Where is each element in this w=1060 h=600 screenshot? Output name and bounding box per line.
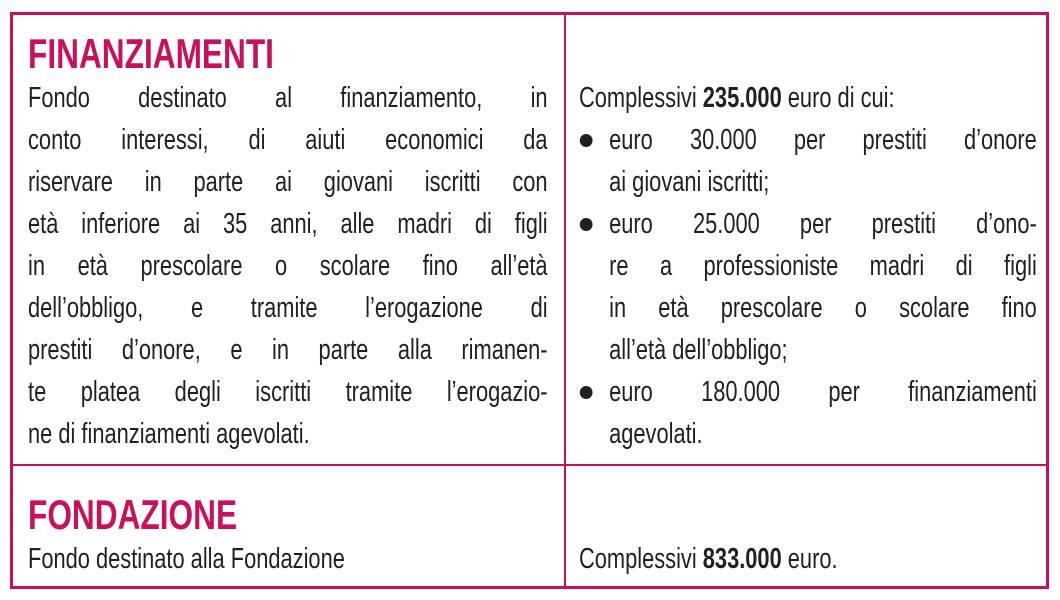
cell-finanziamenti-amounts bbox=[566, 15, 1046, 464]
text-line: conto interessi, di aiuti economici da bbox=[28, 124, 548, 156]
cell-fondazione-amount bbox=[566, 466, 1046, 586]
amount-intro-line bbox=[579, 77, 1037, 119]
section-heading-fondazione: FONDAZIONE bbox=[28, 491, 238, 538]
text-line: ai giovani iscritti; bbox=[609, 166, 770, 198]
text-line: euro 30.000 per prestiti d’onore bbox=[609, 124, 1037, 156]
total-amount: 833.000 bbox=[702, 543, 782, 575]
text-line: età inferiore ai 35 anni, alle madri di figli bbox=[28, 208, 548, 240]
cell-finanziamenti-description bbox=[13, 15, 564, 464]
text-line: euro 180.000 per finanziamenti bbox=[609, 376, 1037, 408]
bullet-icon bbox=[580, 386, 593, 399]
text-line: riservare in parte ai giovani iscritti con bbox=[28, 166, 548, 198]
amount-intro-line bbox=[579, 538, 1037, 580]
total-amount: 235.000 bbox=[702, 82, 782, 114]
bullet-icon bbox=[580, 218, 593, 231]
text-line: all’età dell’obbligo; bbox=[609, 334, 788, 366]
text-line: in età prescolare o scolare fino bbox=[609, 292, 1037, 324]
text-line: agevolati. bbox=[609, 418, 703, 450]
intro-prefix: Complessivi bbox=[579, 543, 703, 575]
text-line: re a professioniste madri di figli bbox=[609, 250, 1037, 282]
text-line: ne di finanziamenti agevolati. bbox=[28, 418, 310, 450]
bullet-item bbox=[579, 203, 1037, 371]
bullet-item bbox=[579, 119, 1037, 203]
table-frame bbox=[10, 12, 1049, 589]
intro-prefix: Complessivi bbox=[579, 82, 703, 114]
text-line: in età prescolare o scolare fino all’età bbox=[28, 250, 548, 282]
text-line: te platea degli iscritti tramite l’erogazio- bbox=[28, 376, 548, 408]
text-line: dell’obbligo, e tramite l’erogazione di bbox=[28, 292, 548, 324]
text-line: Fondo destinato al finanziamento, in bbox=[28, 82, 548, 114]
bullet-icon bbox=[580, 134, 593, 147]
section-heading-finanziamenti: FINANZIAMENTI bbox=[28, 30, 274, 77]
text-line: euro 25.000 per prestiti d’ono- bbox=[609, 208, 1037, 240]
cell-fondazione-description bbox=[13, 466, 564, 586]
bullet-item bbox=[579, 371, 1037, 455]
text-line: Fondo destinato alla Fondazione bbox=[28, 543, 345, 575]
text-line: prestiti d’onore, e in parte alla rimanen- bbox=[28, 334, 548, 366]
intro-suffix: euro di cui: bbox=[781, 82, 895, 114]
intro-suffix: euro. bbox=[781, 543, 838, 575]
